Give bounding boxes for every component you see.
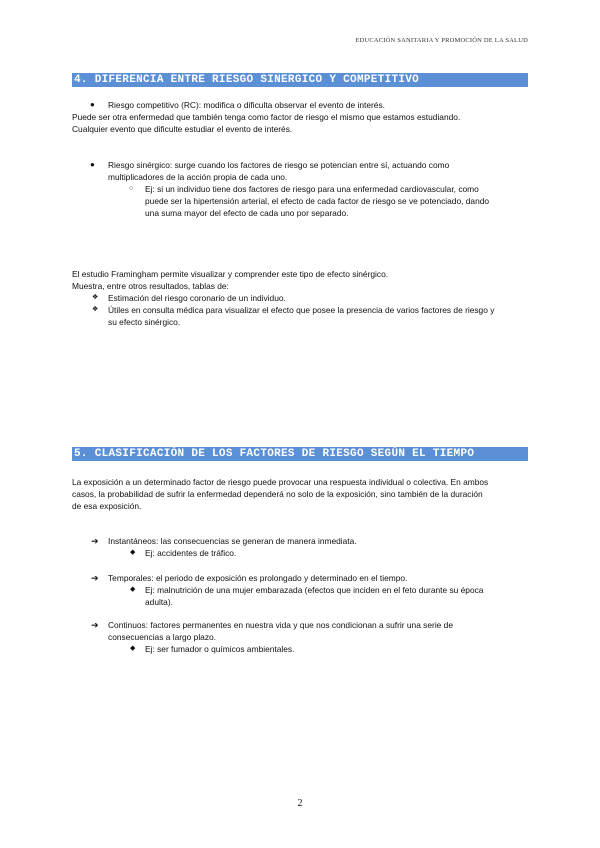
instant-factors-line: Instantáneos: las consecuencias se generan de manera inmediata. [108,536,357,546]
competitive-risk-bullet: Riesgo competitivo (RC): modifica o dificulta observar el evento de interés. [108,100,385,110]
small-diamond-bullet-icon: ◆ [130,549,136,556]
framingham-line-2: Muestra, entre otros resultados, tablas de: [72,281,229,291]
synergic-example-line-2: puede ser la hipertensión arterial, el efecto de cada factor de riesgo se ve potenciado, dando [145,196,490,206]
diamond-bullet-icon: ❖ [92,306,99,313]
competitive-risk-line-2: Puede ser otra enfermedad que también tenga como factor de riesgo el mismo que estamos estudiando. [72,112,461,122]
page-number: 2 [297,798,303,809]
synergic-example-line-1: Ej: si un individuo tiene dos factores de riesgo para una enfermedad cardiovascular, como [145,184,479,194]
arrow-bullet-icon: ➔ [91,620,99,630]
bullet-icon: ● [90,160,95,169]
circle-bullet-icon: ○ [129,185,134,192]
section-5-intro-line-2: casos, la probabilidad de sufrir la enfermedad dependerá no solo de la exposición, sino también de la duración [72,489,483,499]
instant-factors-example: Ej: accidentes de tráfico. [145,548,237,558]
bullet-icon: ● [90,100,95,109]
continuous-factors-line-2: consecuencias a largo plazo. [108,632,217,642]
temporal-factors-example-line-2: adulta). [145,597,173,607]
section-5-intro-line-3: de esa exposición. [72,501,142,511]
framingham-line-1: El estudio Framingham permite visualizar y comprender este tipo de efecto sinérgico. [72,269,389,279]
synergic-example-line-3: una suma mayor del efecto de cada uno por separado. [145,208,349,218]
arrow-bullet-icon: ➔ [91,573,99,583]
continuous-factors-example: Ej: ser fumador o químicos ambientales. [145,644,295,654]
synergic-risk-line-1: Riesgo sinérgico: surge cuando los factores de riesgo se potencian entre sí, actuando como [108,160,450,170]
section-5-heading: 5. CLASIFICACIÓN DE LOS FACTORES DE RIESGO SEGÚN EL TIEMPO [72,447,528,461]
framingham-item-2-line-2: su efecto sinérgico. [108,317,181,327]
small-diamond-bullet-icon: ◆ [130,586,136,593]
running-header: EDUCACIÓN SANITARIA Y PROMOCIÓN DE LA SALUD [355,37,528,44]
section-5-intro-line-1: La exposición a un determinado factor de riesgo puede provocar una respuesta individual o colectiva. En ambos [72,477,489,487]
section-4-heading: 4. DIFERENCIA ENTRE RIESGO SINERGICO Y COMPETITIVO [72,73,528,87]
temporal-factors-line: Temporales: el periodo de exposición es prolongado y determinado en el tiempo. [108,573,408,583]
synergic-risk-line-2: multiplicadores de la acción propia de cada uno. [108,172,288,182]
small-diamond-bullet-icon: ◆ [130,645,136,652]
temporal-factors-example-line-1: Ej: malnutrición de una mujer embarazada (efectos que inciden en el feto durante su época [145,585,484,595]
framingham-item-1: Estimación del riesgo coronario de un individuo. [108,293,286,303]
competitive-risk-line-3: Cualquier evento que dificulte estudiar el evento de interés. [72,124,293,134]
continuous-factors-line-1: Continuos: factores permanentes en nuestra vida y que nos condicionan a sufrir una serie de [108,620,453,630]
arrow-bullet-icon: ➔ [91,536,99,546]
framingham-item-2-line-1: Útiles en consulta médica para visualizar el efecto que posee la presencia de varios factores de riesgo y [108,305,495,315]
diamond-bullet-icon: ❖ [92,294,99,301]
